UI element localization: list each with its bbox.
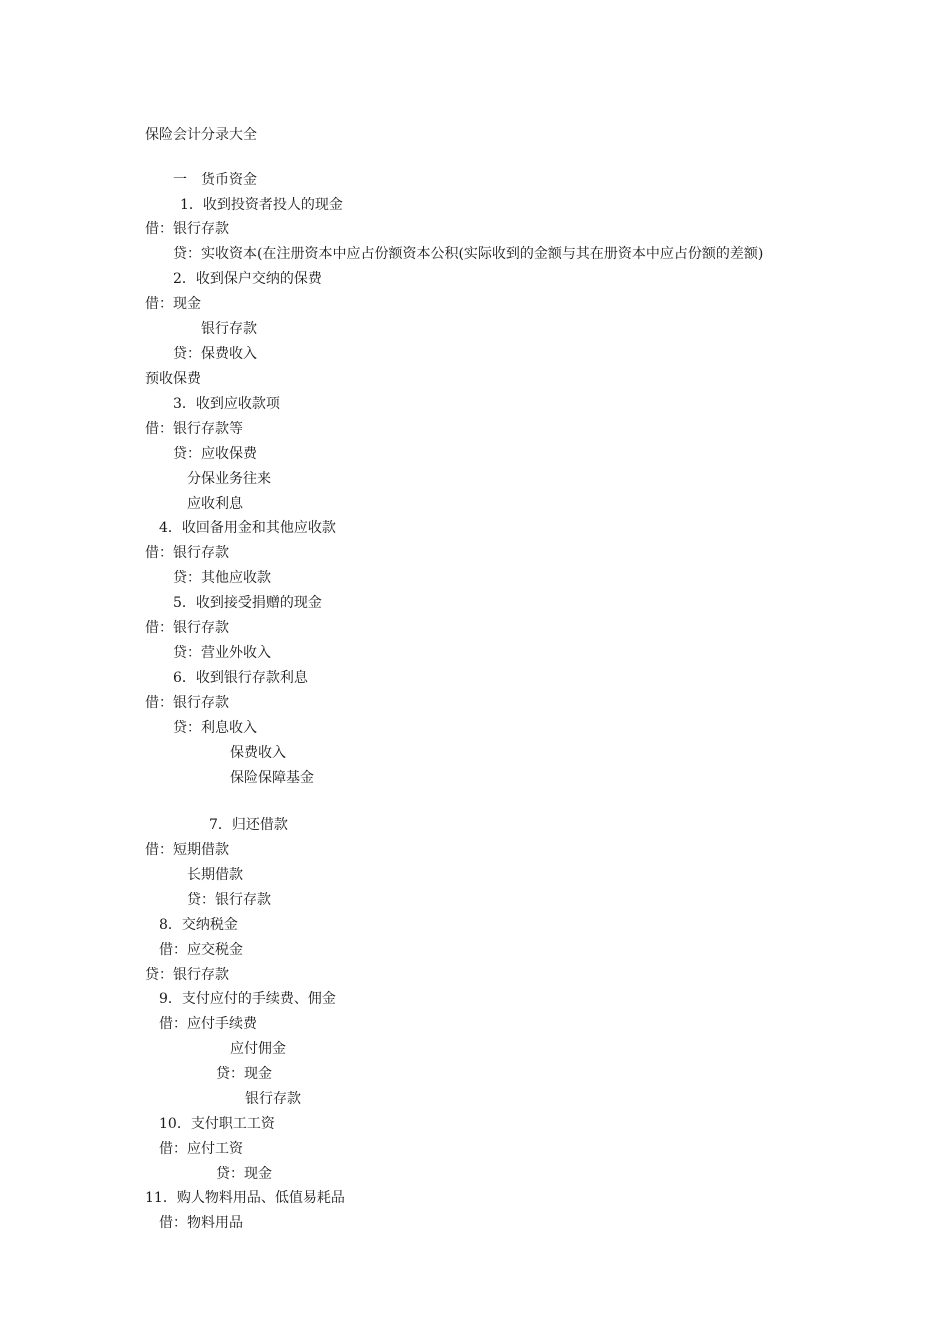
credit-line: 贷：保费收入 [173, 346, 257, 362]
entry-heading: 6．收到银行存款利息 [173, 670, 308, 686]
entry-heading: 8．交纳税金 [159, 917, 238, 933]
credit-line: 贷：应收保费 [173, 446, 257, 462]
entry-heading: 2．收到保户交纳的保费 [173, 271, 322, 287]
account-line: 长期借款 [187, 867, 243, 883]
account-line: 分保业务往来 [187, 471, 271, 487]
document-title: 保险会计分录大全 [145, 127, 257, 143]
credit-line: 贷：现金 [216, 1166, 272, 1182]
debit-line: 借：应交税金 [159, 942, 243, 958]
entry-heading: 1．收到投资者投人的现金 [180, 197, 343, 213]
debit-line: 借：应付工资 [159, 1141, 243, 1157]
debit-line: 借：短期借款 [145, 842, 229, 858]
debit-line: 借：应付手续费 [159, 1016, 257, 1032]
debit-line: 借：银行存款 [145, 695, 229, 711]
entry-heading: 3．收到应收款项 [173, 396, 280, 412]
entry-heading: 7．归还借款 [209, 817, 288, 833]
credit-line: 贷：利息收入 [173, 720, 257, 736]
credit-line: 贷：银行存款 [145, 967, 229, 983]
credit-line: 贷：其他应收款 [173, 570, 271, 586]
account-line: 保费收入 [230, 745, 286, 761]
debit-line: 借：银行存款等 [145, 421, 243, 437]
debit-line: 借：银行存款 [145, 221, 229, 237]
entry-heading: 11．购人物料用品、低值易耗品 [145, 1190, 345, 1206]
account-line: 应付佣金 [230, 1041, 286, 1057]
account-line: 应收利息 [187, 496, 243, 512]
entry-heading: 4．收回备用金和其他应收款 [159, 520, 336, 536]
debit-line: 借：银行存款 [145, 620, 229, 636]
account-line: 银行存款 [201, 321, 257, 337]
credit-line: 贷：实收资本(在注册资本中应占份额资本公积(实际收到的金额与其在册资本中应占份额的差额) [173, 246, 764, 262]
section-heading: 一 货币资金 [173, 172, 257, 188]
credit-line: 贷：营业外收入 [173, 645, 271, 661]
account-line: 银行存款 [245, 1091, 301, 1107]
debit-line: 借：物料用品 [159, 1215, 243, 1231]
credit-line: 贷：银行存款 [187, 892, 271, 908]
account-line: 保险保障基金 [230, 770, 314, 786]
debit-line: 借：现金 [145, 296, 201, 312]
entry-heading: 9．支付应付的手续费、佣金 [159, 991, 336, 1007]
debit-line: 借：银行存款 [145, 545, 229, 561]
entry-heading: 10．支付职工工资 [159, 1116, 275, 1132]
credit-line: 贷：现金 [216, 1066, 272, 1082]
entry-heading: 5．收到接受捐赠的现金 [173, 595, 322, 611]
account-line: 预收保费 [145, 371, 201, 387]
